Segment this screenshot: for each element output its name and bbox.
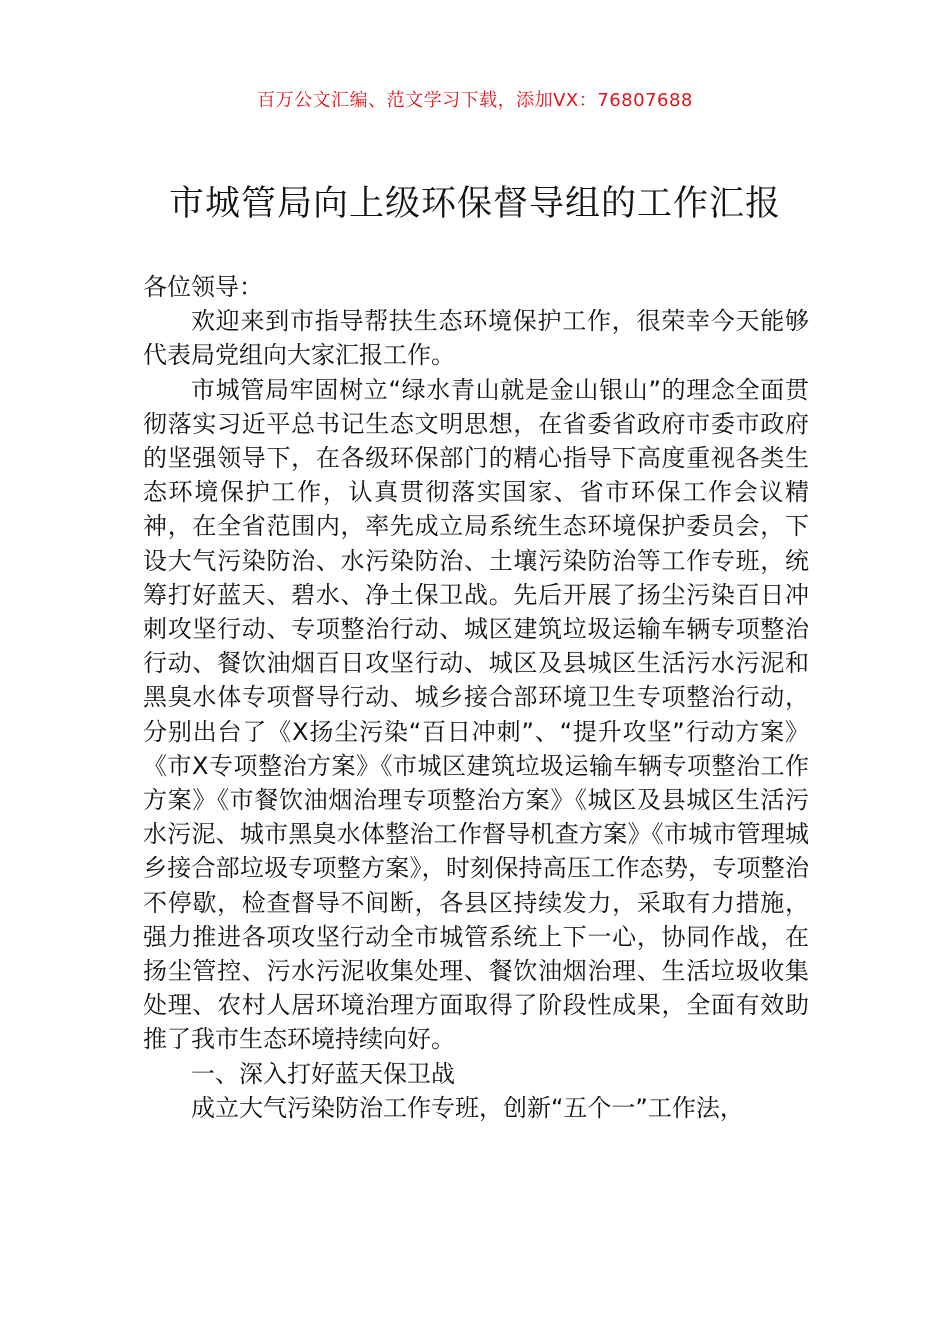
section-paragraph: 成立大气污染防治工作专班，创新“五个一”工作法， <box>191 1093 744 1122</box>
document-body <box>143 270 809 1125</box>
salutation: 各位领导： <box>143 273 263 301</box>
document-title: 市城管局向上级环保督导组的工作汇报 <box>168 184 781 224</box>
paragraph-intro: 欢迎来到市指导帮扶生态环境保护工作，很荣幸今天能够代表局党组向大家汇报工作。 <box>143 307 809 370</box>
section-heading: 一、深入打好蓝天保卫战 <box>191 1059 455 1088</box>
download-banner: 百万公文汇编、范文学习下载，添加VX：76807688 <box>257 90 693 111</box>
paragraph-overview: 市城管局牢固树立“绿水青山就是金山银山”的理念全面贯彻落实习近平总书记生态文明思想，在省委省政府市委市政府的坚强领导下，在各级环保部门的精心指导下高度重视各类生态环境保护工作，认真贯彻落实国家、省市环保工作会议精神，在全省范围内，率先成立局系统生态环境保护委员会，下设大气污染防治、水污染防治、土壤污染防治等工作专班，统筹打好蓝天、碧水、净土保卫战。先后开展了扬尘污染百日冲刺攻坚行动、专项整治行动、城区建筑垃圾运输车辆专项整治行动、餐饮油烟百日攻坚行动、城区及县城区生活污水污泥和黑臭水体专项督导行动、城乡接合部环境卫生专项整治行动，分别出台了《X扬尘污染“百日冲刺”、“提升攻坚”行动方案》《市X专项整治方案》《市城区建筑垃圾运输车辆专项整治工作方案》《市餐饮油烟治理专项整治方案》《城区及县城区生活污水污泥、城市黑臭水体整治工作督导机查方案》《市城市管理城乡接合部垃圾专项整方案》，时刻保持高压工作态势，专项整治不停歇，检查督导不间断，各县区持续发力，采取有力措施，强力推进各项攻坚行动全市城管系统上下一心，协同作战，在扬尘管控、污水污泥收集处理、餐饮油烟治理、生活垃圾收集处理、农村人居环境治理方面取得了阶段性成果，全面有效助推了我市生态环境持续向好。 <box>143 375 809 1054</box>
